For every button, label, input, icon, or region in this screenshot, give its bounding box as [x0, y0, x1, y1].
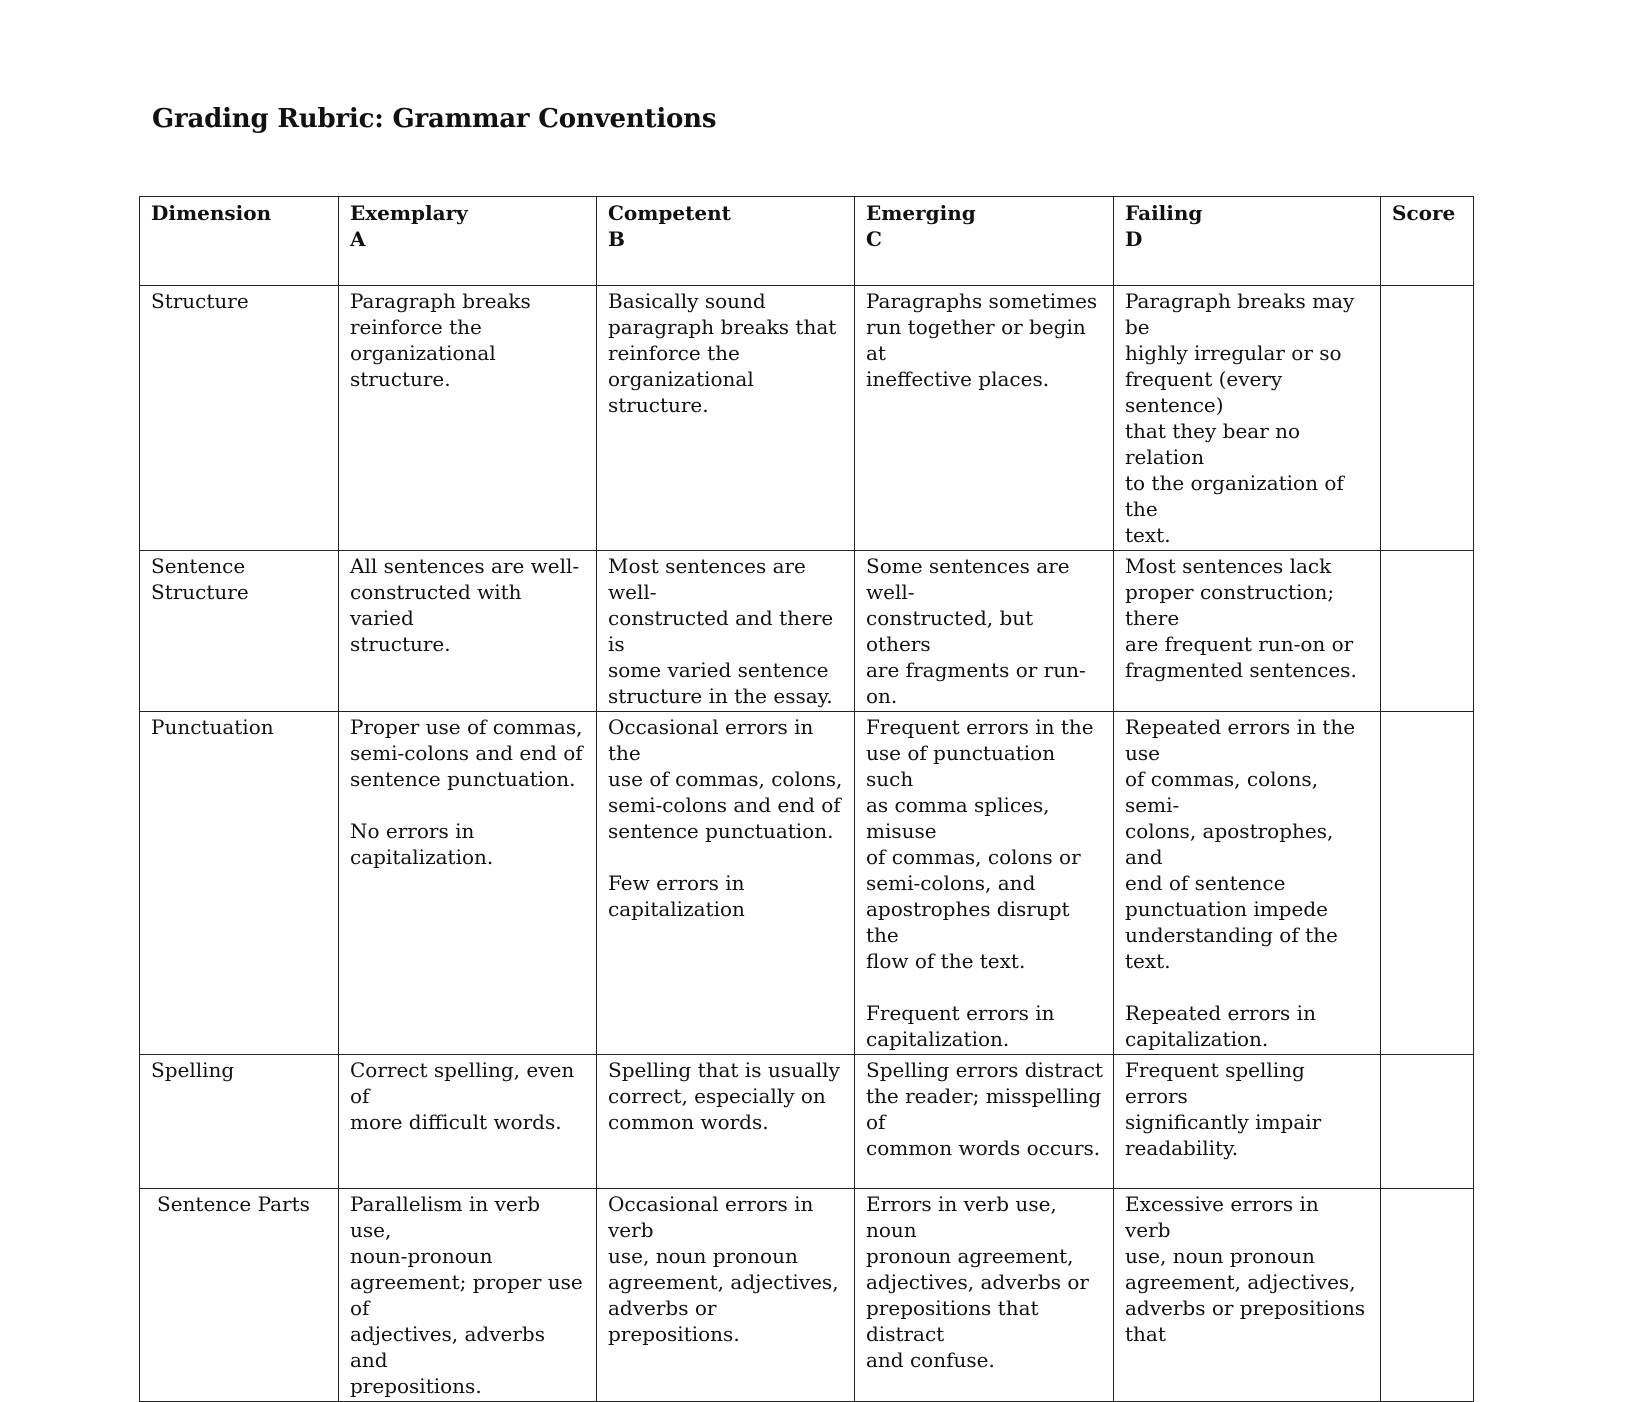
- header-row: [140, 197, 1474, 286]
- header-emerging: [855, 197, 1114, 286]
- dimension-label: Structure: [151, 289, 249, 313]
- exemplary-cell: [339, 551, 597, 712]
- emerging-cell: [855, 551, 1114, 712]
- paragraph-gap: [1125, 974, 1370, 1000]
- failing-cell: [1114, 1055, 1381, 1189]
- header-competent: [597, 197, 855, 286]
- header-exemplary: [339, 197, 597, 286]
- failing-description: Frequent spelling errors significantly impair readability.: [1125, 1058, 1322, 1160]
- dimension-label: Sentence Structure: [151, 554, 249, 604]
- competent-cell: [597, 1189, 855, 1402]
- exemplary-description: No errors in capitalization.: [350, 819, 494, 869]
- competent-description: Occasional errors in the use of commas, colons, semi-colons and end of sentence punctuation.: [608, 715, 843, 843]
- exemplary-cell: [339, 286, 597, 551]
- score-cell[interactable]: [1381, 551, 1474, 712]
- emerging-cell: [855, 1055, 1114, 1189]
- emerging-description: Paragraphs sometimes run together or begin at ineffective places.: [866, 289, 1098, 391]
- emerging-description: Frequent errors in the use of punctuation such as comma splices, misuse of commas, colons or semi-colons, and apostrophes disrupt the flow of the text.: [866, 715, 1094, 973]
- failing-cell: [1114, 286, 1381, 551]
- competent-cell: [597, 551, 855, 712]
- table-row: [140, 1055, 1474, 1189]
- exemplary-cell: [339, 1055, 597, 1189]
- emerging-description: Errors in verb use, noun pronoun agreement, adjectives, adverbs or prepositions that distract and confuse.: [866, 1192, 1089, 1372]
- rubric-table: [139, 196, 1474, 1402]
- failing-description: Repeated errors in the use of commas, colons, semi- colons, apostrophes, and end of sentence punctuation impede understanding of the text.: [1125, 715, 1356, 973]
- exemplary-description: Proper use of commas, semi-colons and end of sentence punctuation.: [350, 715, 583, 791]
- table-row: [140, 1189, 1474, 1402]
- competent-cell: [597, 286, 855, 551]
- exemplary-description: Paragraph breaks reinforce the organizational structure.: [350, 289, 531, 391]
- dimension-cell: [140, 1055, 339, 1189]
- failing-description: Repeated errors in capitalization.: [1125, 1001, 1316, 1051]
- emerging-cell: [855, 1189, 1114, 1402]
- dimension-label: Punctuation: [151, 715, 274, 739]
- emerging-description: Frequent errors in capitalization.: [866, 1001, 1055, 1051]
- header-failing-name: Failing: [1125, 201, 1203, 225]
- header-failing: [1114, 197, 1381, 286]
- emerging-cell: [855, 712, 1114, 1055]
- score-cell[interactable]: [1381, 286, 1474, 551]
- score-cell[interactable]: [1381, 1055, 1474, 1189]
- emerging-description: Spelling errors distract the reader; misspelling of common words occurs.: [866, 1058, 1103, 1160]
- header-competent-grade: B: [608, 227, 625, 251]
- dimension-label: Sentence Parts: [157, 1192, 310, 1216]
- score-cell[interactable]: [1381, 1189, 1474, 1402]
- page-title: Grading Rubric: Grammar Conventions: [152, 104, 717, 134]
- failing-description: Excessive errors in verb use, noun pronoun agreement, adjectives, adverbs or prepositions that: [1125, 1192, 1366, 1346]
- paragraph-gap: [350, 792, 586, 818]
- competent-cell: [597, 712, 855, 1055]
- exemplary-description: All sentences are well- constructed with varied structure.: [350, 554, 580, 656]
- failing-cell: [1114, 1189, 1381, 1402]
- competent-description: Most sentences are well- constructed and there is some varied sentence structure in the essay.: [608, 554, 834, 708]
- header-exemplary-name: Exemplary: [350, 201, 468, 225]
- header-emerging-name: Emerging: [866, 201, 976, 225]
- score-cell[interactable]: [1381, 712, 1474, 1055]
- dimension-cell: [140, 712, 339, 1055]
- failing-description: Paragraph breaks may be highly irregular or so frequent (every sentence) that they bear no relation to the organization of the text.: [1125, 289, 1355, 547]
- emerging-cell: [855, 286, 1114, 551]
- table-row: [140, 551, 1474, 712]
- exemplary-description: Parallelism in verb use, noun-pronoun agreement; proper use of adjectives, adverbs and prepositions.: [350, 1192, 583, 1398]
- competent-description: Few errors in capitalization: [608, 871, 745, 921]
- table-row: [140, 286, 1474, 551]
- header-score: Score: [1381, 197, 1474, 286]
- exemplary-cell: [339, 1189, 597, 1402]
- rubric-body: [140, 286, 1474, 1402]
- dimension-cell: [140, 1189, 339, 1402]
- exemplary-cell: [339, 712, 597, 1055]
- dimension-cell: [140, 286, 339, 551]
- header-competent-name: Competent: [608, 201, 731, 225]
- table-row: [140, 712, 1474, 1055]
- header-dimension: Dimension: [140, 197, 339, 286]
- competent-description: Basically sound paragraph breaks that reinforce the organizational structure.: [608, 289, 837, 417]
- dimension-label: Spelling: [151, 1058, 235, 1082]
- header-emerging-grade: C: [866, 227, 882, 251]
- paragraph-gap: [608, 844, 844, 870]
- competent-description: Spelling that is usually correct, especially on common words.: [608, 1058, 840, 1134]
- paragraph-gap: [866, 974, 1103, 1000]
- exemplary-description: Correct spelling, even of more difficult words.: [350, 1058, 575, 1134]
- competent-cell: [597, 1055, 855, 1189]
- header-failing-grade: D: [1125, 227, 1143, 251]
- failing-cell: [1114, 551, 1381, 712]
- header-exemplary-grade: A: [350, 227, 366, 251]
- failing-cell: [1114, 712, 1381, 1055]
- failing-description: Most sentences lack proper construction; there are frequent run-on or fragmented sentences.: [1125, 554, 1357, 682]
- dimension-cell: [140, 551, 339, 712]
- competent-description: Occasional errors in verb use, noun pronoun agreement, adjectives, adverbs or prepositions.: [608, 1192, 839, 1346]
- emerging-description: Some sentences are well- constructed, but others are fragments or run-on.: [866, 554, 1086, 708]
